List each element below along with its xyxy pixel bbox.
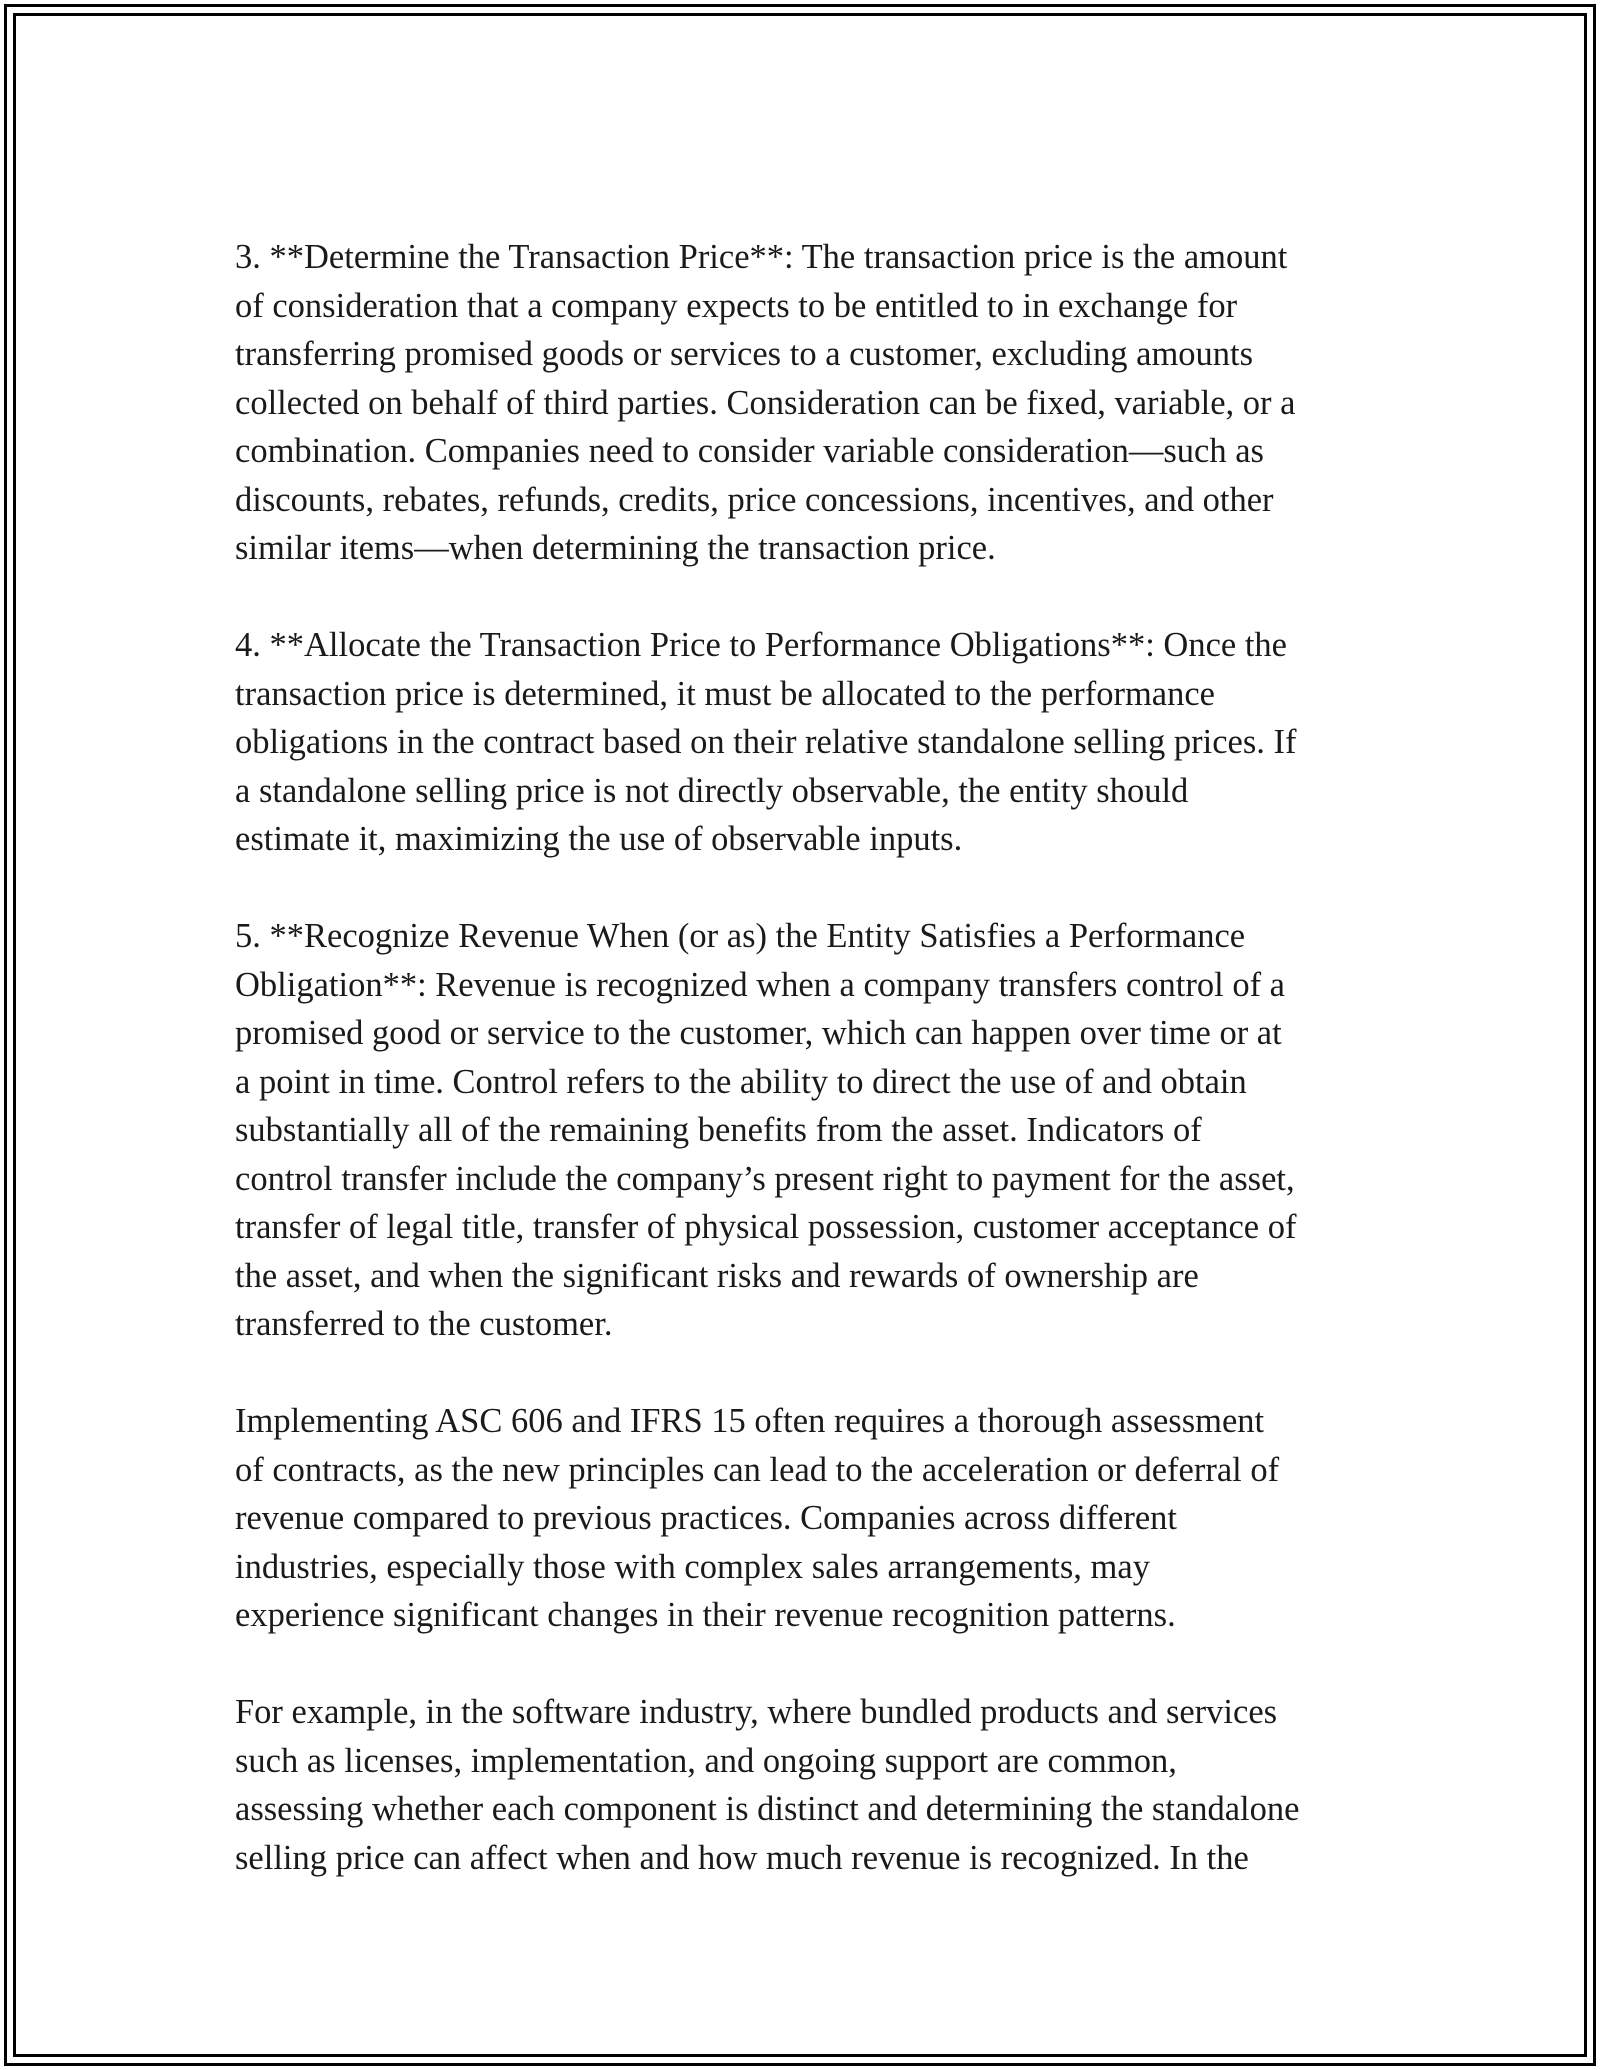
text-line: of consideration that a company expects to be entitled to in exchange for — [235, 286, 1238, 325]
text-line: 3. **Determine the Transaction Price**: The transaction price is the amount — [235, 238, 1288, 276]
text-line: For example, in the software industry, where bundled products and services — [235, 1693, 1278, 1731]
text-line: the asset, and when the significant risks and rewards of ownership are — [235, 1256, 1199, 1295]
text-line: substantially all of the remaining benefits from the asset. Indicators of — [235, 1111, 1202, 1149]
text-line: industries, especially those with complex sales arrangements, may — [235, 1547, 1150, 1586]
text-line: discounts, rebates, refunds, credits, price concessions, incentives, and other — [235, 480, 1274, 519]
text-line: assessing whether each component is distinct and determining the standalone — [235, 1790, 1300, 1828]
paragraph-recognize-revenue — [235, 912, 1385, 1349]
text-line: a standalone selling price is not directly observable, the entity should — [235, 771, 1189, 810]
text-line: estimate it, maximizing the use of observable inputs. — [235, 820, 963, 858]
text-line: experience significant changes in their revenue recognition patterns. — [235, 1596, 1176, 1634]
text-line: Implementing ASC 606 and IFRS 15 often requires a thorough assessment — [235, 1402, 1265, 1440]
text-line: transferring promised goods or services to a customer, excluding amounts — [235, 335, 1254, 373]
text-line: Obligation**: Revenue is recognized when a company transfers control of a — [235, 965, 1285, 1004]
paragraph-allocate-transaction-price — [235, 621, 1385, 864]
paragraph-implementing-asc-606 — [235, 1397, 1385, 1640]
text-line: revenue compared to previous practices. Companies across different — [235, 1499, 1178, 1537]
text-line: 5. **Recognize Revenue When (or as) the Entity Satisfies a Performance — [235, 917, 1246, 955]
text-line: combination. Companies need to consider variable consideration—such as — [235, 432, 1264, 470]
text-line: transferred to the customer. — [235, 1305, 613, 1343]
text-line: similar items—when determining the transaction price. — [235, 529, 996, 567]
text-line: selling price can affect when and how much revenue is recognized. In the — [235, 1838, 1249, 1877]
text-line: such as licenses, implementation, and ongoing support are common, — [235, 1741, 1177, 1780]
text-line: control transfer include the company’s present right to payment for the asset, — [235, 1159, 1295, 1198]
text-line: of contracts, as the new principles can lead to the acceleration or deferral of — [235, 1450, 1280, 1489]
text-line: promised good or service to the customer, which can happen over time or at — [235, 1014, 1282, 1052]
text-line: transfer of legal title, transfer of physical possession, customer acceptance of — [235, 1208, 1297, 1246]
text-line: collected on behalf of third parties. Consideration can be fixed, variable, or a — [235, 383, 1296, 422]
text-line: obligations in the contract based on their relative standalone selling prices. If — [235, 723, 1297, 761]
paragraph-software-example — [235, 1688, 1385, 1882]
document-body — [235, 233, 1385, 1882]
text-line: a point in time. Control refers to the ability to direct the use of and obtain — [235, 1062, 1247, 1101]
paragraph-determine-transaction-price — [235, 233, 1385, 573]
text-line: 4. **Allocate the Transaction Price to Performance Obligations**: Once the — [235, 626, 1287, 664]
text-line: transaction price is determined, it must be allocated to the performance — [235, 674, 1215, 713]
